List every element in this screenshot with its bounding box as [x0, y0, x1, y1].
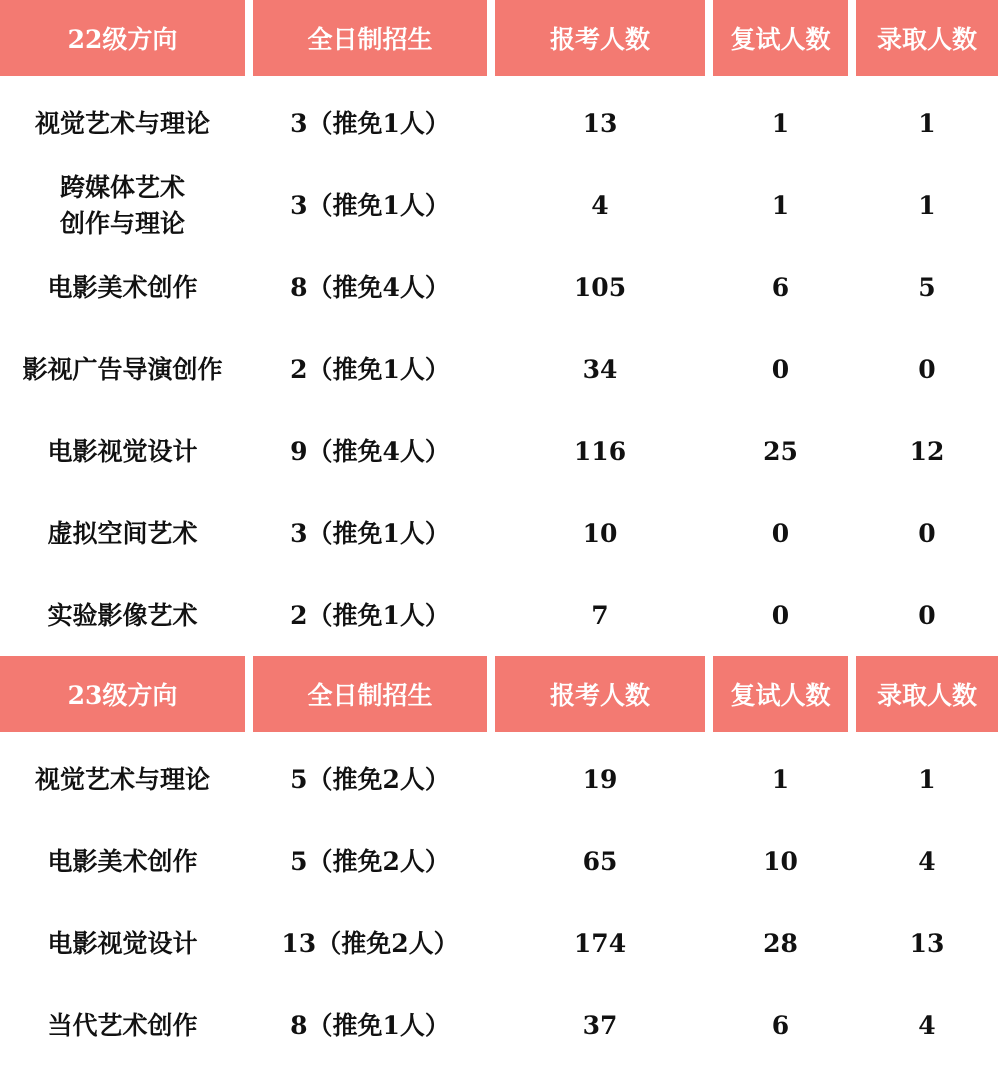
cell-direction: 虚拟空间艺术 [47, 519, 198, 548]
cell-applicants: 10 [582, 519, 618, 548]
cell-retest: 0 [771, 601, 790, 630]
table-row [0, 739, 998, 821]
cell-retest: 25 [763, 437, 798, 466]
cell-direction: 跨媒体艺术 创作与理论 [59, 173, 185, 238]
cell-enrollment: 5（推免2人） [290, 847, 450, 876]
cell-applicants: 7 [591, 601, 609, 630]
cell-applicants: 4 [591, 191, 609, 220]
cell-admitted: 0 [918, 519, 936, 548]
cell-direction: 当代艺术创作 [47, 1011, 198, 1040]
cell-retest: 10 [763, 847, 798, 876]
cell-retest: 0 [771, 519, 790, 548]
cell-admitted: 5 [918, 273, 936, 302]
cell-direction: 电影美术创作 [47, 273, 198, 302]
header-cell-enrollment: 全日制招生 [253, 0, 487, 76]
cell-enrollment: 9（推免4人） [290, 437, 450, 466]
section-header-row [0, 656, 998, 732]
header-cell-direction: 22级方向 [0, 0, 245, 76]
cell-admitted: 1 [918, 109, 936, 138]
cell-direction: 电影视觉设计 [47, 437, 198, 466]
header-cell-retest: 复试人数 [713, 0, 848, 76]
cell-enrollment: 5（推免2人） [290, 765, 450, 794]
cell-enrollment: 3（推免1人） [290, 191, 450, 220]
cell-direction: 电影美术创作 [47, 847, 198, 876]
cell-direction: 视觉艺术与理论 [34, 765, 210, 794]
cell-admitted: 13 [909, 929, 945, 958]
cell-enrollment: 2（推免1人） [290, 355, 450, 384]
cell-direction: 实验影像艺术 [47, 601, 198, 630]
cell-admitted: 1 [918, 191, 936, 220]
cell-applicants: 105 [573, 273, 627, 302]
cell-admitted: 1 [918, 765, 936, 794]
section-header-row [0, 0, 998, 76]
cell-admitted: 0 [918, 355, 936, 384]
table-row [0, 83, 998, 165]
cell-applicants: 174 [573, 929, 627, 958]
table-row [0, 985, 998, 1067]
cell-applicants: 34 [582, 355, 618, 384]
cell-enrollment: 13（推免2人） [281, 929, 459, 958]
cell-retest: 28 [763, 929, 798, 958]
header-cell-direction: 23级方向 [0, 656, 245, 732]
table-row [0, 903, 998, 985]
cell-retest: 1 [771, 109, 790, 138]
cell-direction: 影视广告导演创作 [22, 355, 223, 384]
cell-applicants: 13 [582, 109, 618, 138]
header-cell-applicants: 报考人数 [495, 0, 705, 76]
cell-retest: 0 [771, 355, 790, 384]
cell-direction: 电影视觉设计 [47, 929, 198, 958]
cell-applicants: 37 [582, 1011, 618, 1040]
table-row [0, 575, 998, 657]
header-cell-retest: 复试人数 [713, 656, 848, 732]
cell-enrollment: 8（推免1人） [290, 1011, 450, 1040]
cell-applicants: 19 [582, 765, 618, 794]
table-row [0, 493, 998, 575]
header-cell-admitted: 录取人数 [856, 656, 998, 732]
cell-admitted: 4 [918, 847, 936, 876]
cell-enrollment: 2（推免1人） [290, 601, 450, 630]
header-cell-enrollment: 全日制招生 [253, 656, 487, 732]
table-row [0, 329, 998, 411]
cell-admitted: 12 [909, 437, 945, 466]
table-row [0, 821, 998, 903]
cell-enrollment: 3（推免1人） [290, 109, 450, 138]
cell-direction: 视觉艺术与理论 [34, 109, 210, 138]
table-row [0, 165, 998, 247]
cell-retest: 6 [771, 273, 790, 302]
cell-enrollment: 3（推免1人） [290, 519, 450, 548]
cell-retest: 1 [771, 765, 790, 794]
cell-admitted: 4 [918, 1011, 936, 1040]
cell-retest: 6 [771, 1011, 790, 1040]
cell-applicants: 116 [573, 437, 627, 466]
table-row [0, 247, 998, 329]
table-row [0, 411, 998, 493]
cell-applicants: 65 [582, 847, 618, 876]
header-cell-admitted: 录取人数 [856, 0, 998, 76]
cell-enrollment: 8（推免4人） [290, 273, 450, 302]
cell-admitted: 0 [918, 601, 936, 630]
cell-retest: 1 [771, 191, 790, 220]
header-cell-applicants: 报考人数 [495, 656, 705, 732]
